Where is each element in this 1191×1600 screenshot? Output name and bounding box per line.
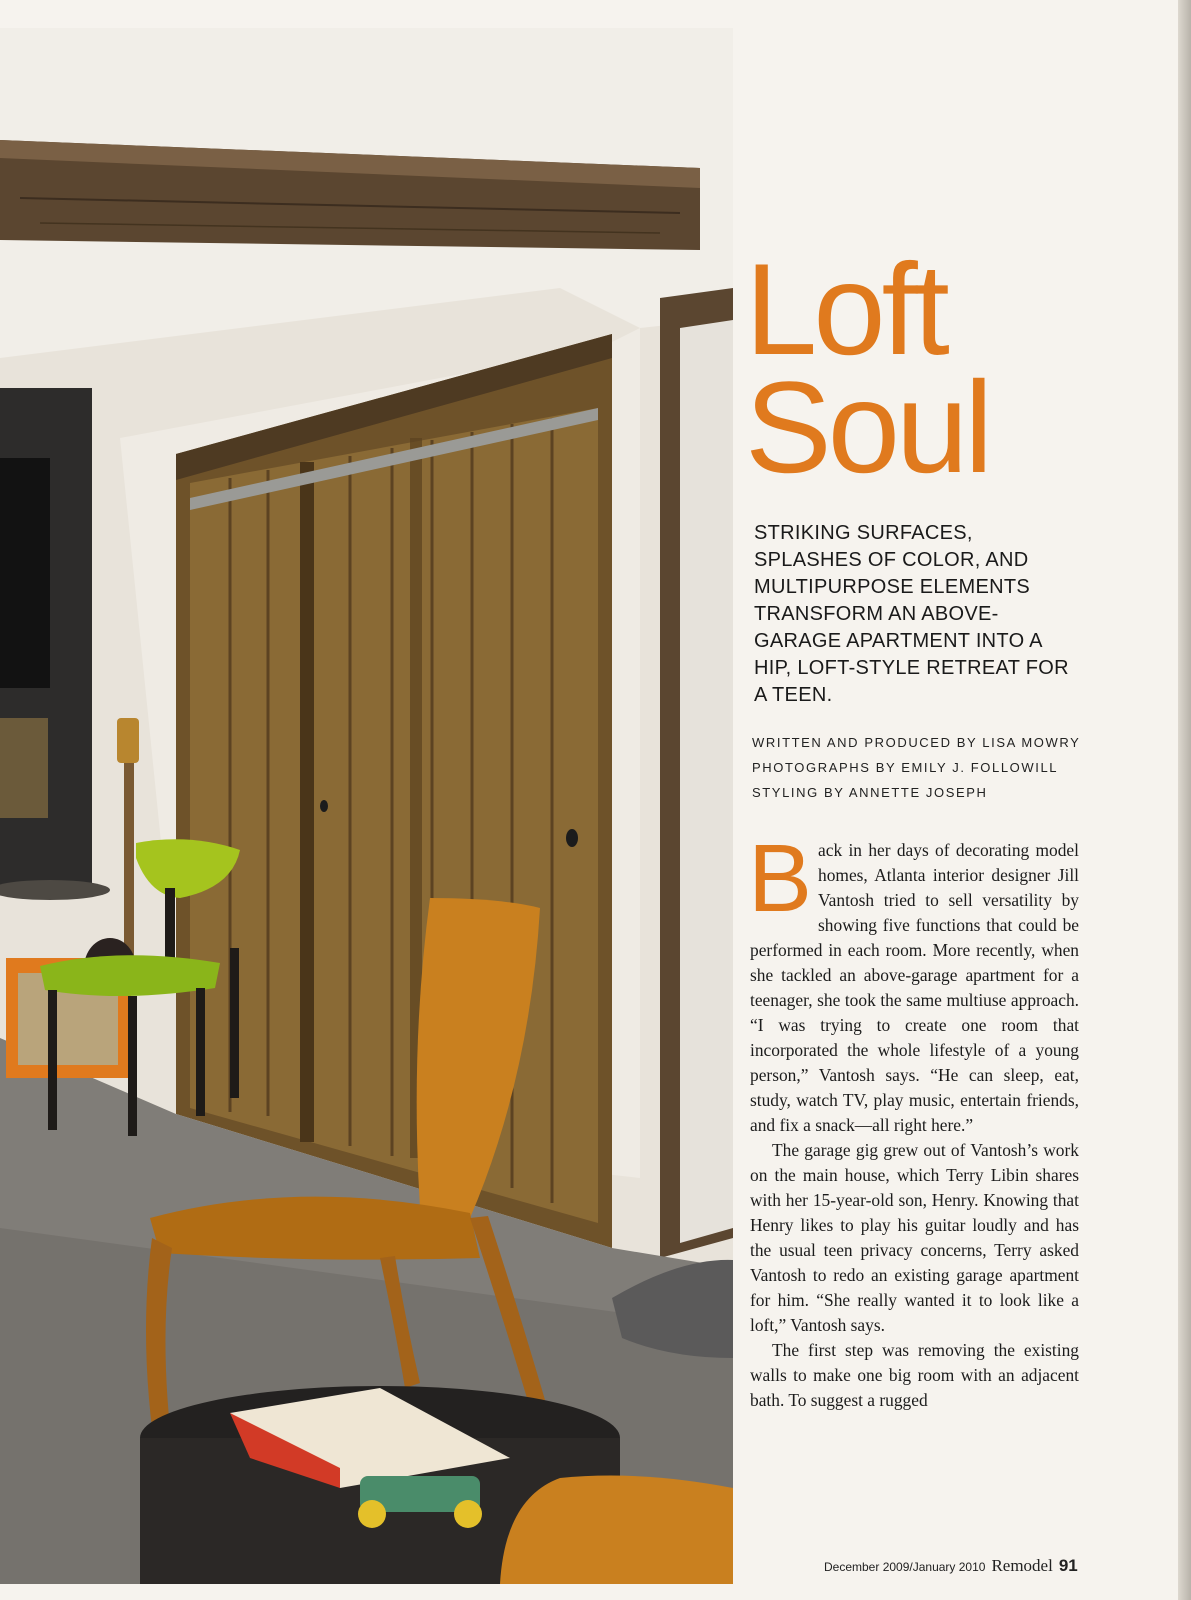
paragraph: The garage gig grew out of Vantosh’s work on the main house, which Terry Libin shares with her 15-year-old son, Henry. Knowing that Henry likes to play his guitar loudly and has the usual teen privacy concerns, Terry asked Vantosh to redo an existing garage apartment for him. “She really wanted it to look like a loft,” Vantosh says. [750,1140,1079,1335]
credit-line: PHOTOGRAPHS BY EMILY J. FOLLOWILL [752,760,1059,775]
article-deck: STRIKING SURFACES, SPLASHES OF COLOR, AND MULTIPURPOSE ELEMENTS TRANSFORM AN ABOVE-GARAGE APARTMENT INTO A HIP, LOFT-STYLE RETREAT FOR A TEEN. [754,522,1069,706]
paragraph [748,825,1079,1138]
title-line-2: Soul [745,354,990,500]
article-credits [752,730,1092,805]
page-number: 91 [1058,1556,1078,1575]
paragraph: The first step was removing the existing walls to make one big room with an adjacent bath. To suggest a rugged [750,1340,1079,1410]
page-edge [1178,0,1191,1600]
drop-cap: B [748,825,813,932]
paragraph-text: ack in her days of decorating model homes, Atlanta interior designer Jill Vantosh tried to sell versatility by showing five functions that could be performed in each room. More recently, when she tackled an above-garage apartment for a teenager, she took the same multiuse approach. “I was trying to create one room that incorporated the whole lifestyle of a young person,” Vantosh says. “He can sleep, eat, study, watch TV, play music, entertain friends, and fix a snack—all right here.” [750,840,1079,1135]
tv-wall-panel [0,388,92,888]
article-body [748,825,1079,1413]
credit-line: WRITTEN AND PRODUCED BY LISA MOWRY [752,735,1081,750]
article-photo [0,28,733,1584]
issue-date: December 2009/January 2010 [824,1560,986,1574]
article-title [745,236,1005,500]
credit-line: STYLING BY ANNETTE JOSEPH [752,785,988,800]
barn-doors [176,334,612,1248]
title-line-1: Loft [745,236,946,382]
magazine-name: Remodel [991,1556,1053,1575]
page-folio [824,1556,1078,1576]
